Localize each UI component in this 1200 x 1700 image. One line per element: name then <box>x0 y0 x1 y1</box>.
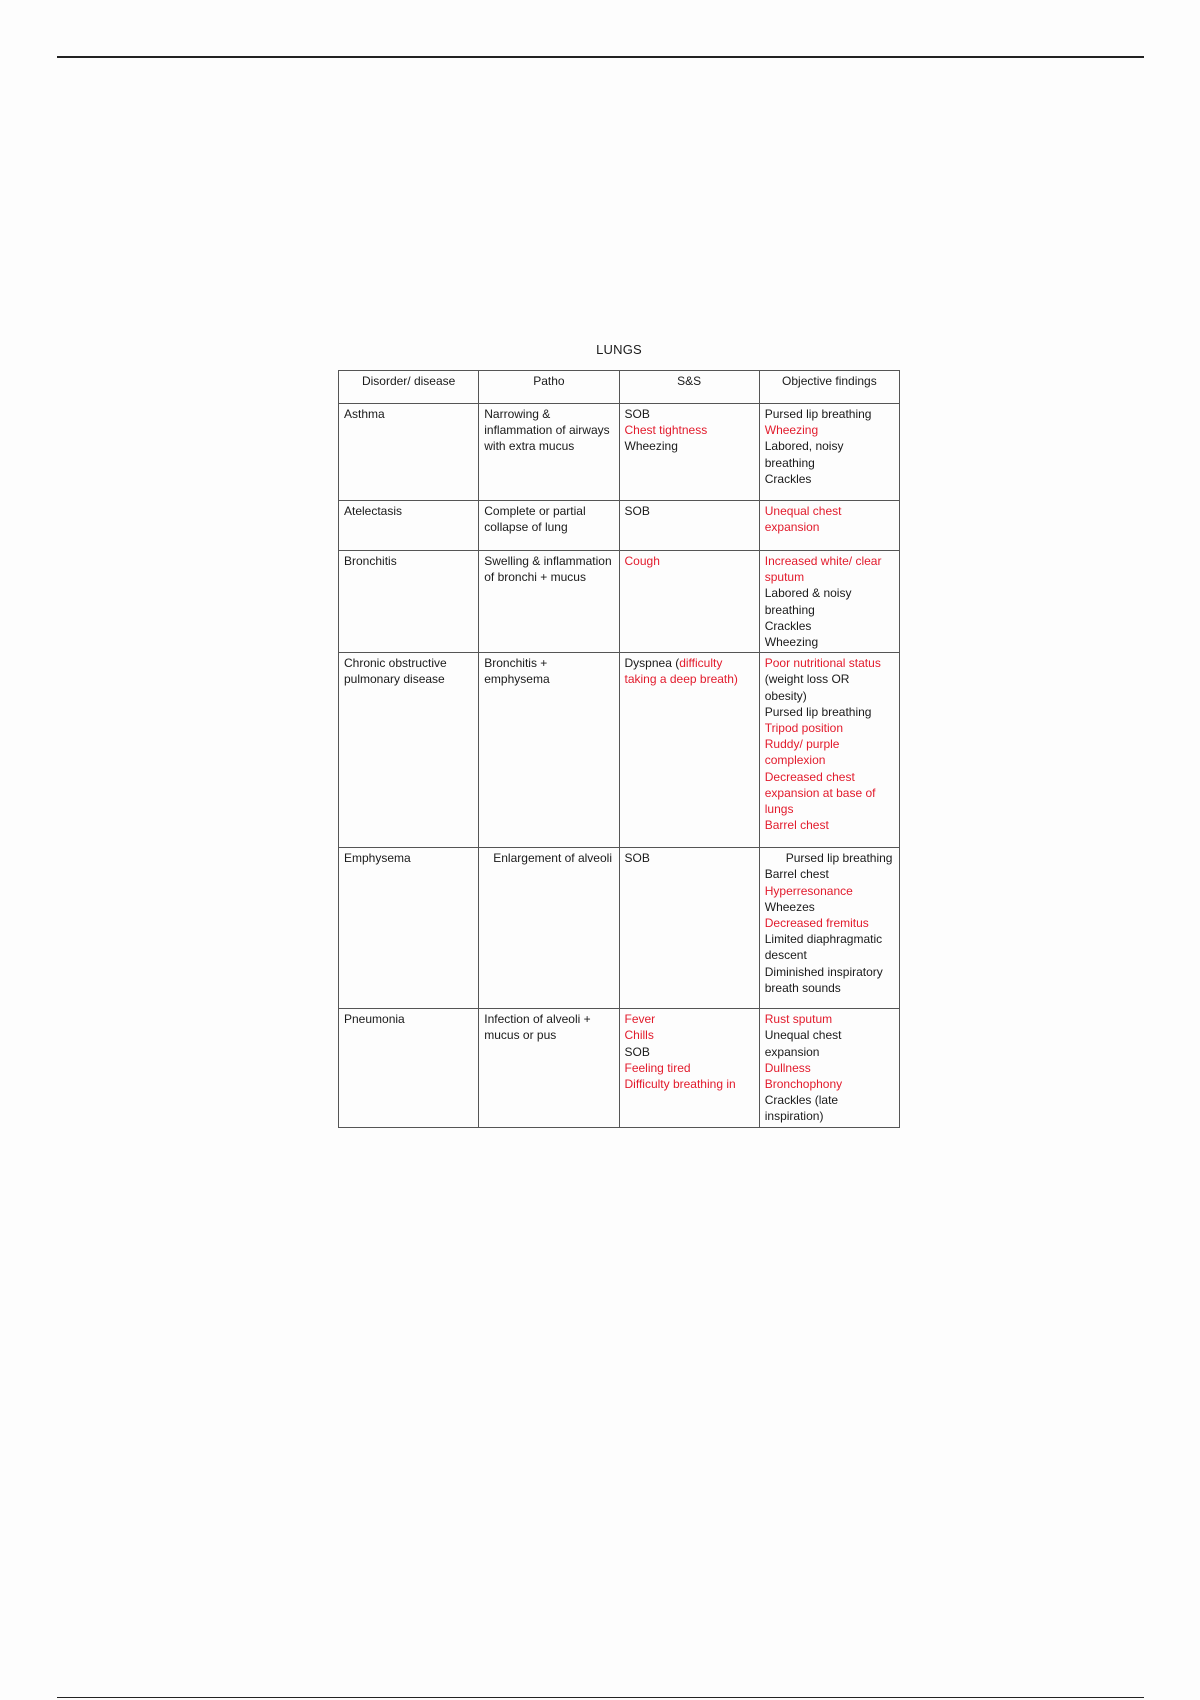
table-row <box>339 848 900 1009</box>
lungs-table <box>338 370 900 1128</box>
ss-item: Chest tightness <box>624 423 708 438</box>
finding-item: Rust sputum <box>764 1012 833 1027</box>
finding-item: Barrel chest <box>764 867 829 882</box>
ss-cell <box>619 848 759 1009</box>
findings-cell <box>759 551 899 653</box>
findings-cell <box>759 848 899 1009</box>
disease-cell: Chronic obstructive pulmonary disease <box>339 653 479 848</box>
ss-item: SOB <box>624 851 650 866</box>
patho-cell: Enlargement of alveoli <box>479 848 619 1009</box>
finding-item: Crackles <box>764 471 812 486</box>
header-disorder: Disorder/ disease <box>339 371 479 404</box>
header-ss: S&S <box>619 371 759 404</box>
finding-item: Tripod position <box>764 721 844 736</box>
ss-item: Difficulty breathing in <box>624 1077 736 1092</box>
finding-item: Labored, noisy breathing <box>764 439 844 470</box>
top-divider <box>57 56 1144 58</box>
ss-cell <box>619 551 759 653</box>
finding-item: Decreased chest expansion at base of lungs <box>764 769 876 817</box>
ss-cell <box>619 653 759 848</box>
disease-cell: Emphysema <box>339 848 479 1009</box>
finding-item: Ruddy/ purple complexion <box>764 737 840 768</box>
patho-cell: Complete or partial collapse of lung <box>479 501 619 551</box>
finding-item: Barrel chest <box>764 818 829 833</box>
findings-cell <box>759 404 899 501</box>
table-row <box>339 551 900 653</box>
finding-item: Poor nutritional status <box>764 656 881 671</box>
finding-item: Unequal chest expansion <box>764 1028 842 1059</box>
ss-item: difficulty taking a deep breath) <box>624 656 738 687</box>
ss-item: SOB <box>624 407 650 421</box>
finding-item: Increased white/ clear sputum <box>764 554 882 585</box>
finding-item: Labored & noisy breathing <box>764 586 852 617</box>
ss-item: SOB <box>624 1044 650 1059</box>
finding-item: Wheezing <box>764 423 819 438</box>
table-header-row <box>339 371 900 404</box>
finding-item: Limited diaphragmatic descent <box>764 932 883 963</box>
ss-item: Dyspnea ( <box>624 656 680 671</box>
finding-item: Pursed lip breathing <box>764 704 872 719</box>
patho-cell: Narrowing & inflammation of airways with extra mucus <box>479 404 619 501</box>
finding-item: Crackles <box>764 618 812 633</box>
ss-item: Chills <box>624 1028 654 1043</box>
finding-item: Dullness <box>764 1060 811 1075</box>
findings-cell <box>759 1009 899 1127</box>
patho-cell: Swelling & inflammation of bronchi + mucus <box>479 551 619 653</box>
ss-item: Feeling tired <box>624 1060 691 1075</box>
ss-item: SOB <box>624 504 650 518</box>
bottom-divider <box>57 1697 1144 1698</box>
ss-item: Cough <box>624 554 660 568</box>
patho-cell: Infection of alveoli + mucus or pus <box>479 1009 619 1127</box>
table-row <box>339 501 900 551</box>
finding-item: Unequal chest expansion <box>764 504 842 535</box>
page-title: LUNGS <box>596 342 642 357</box>
finding-item: (weight loss OR obesity) <box>764 672 850 703</box>
header-patho: Patho <box>479 371 619 404</box>
ss-cell <box>619 1009 759 1127</box>
finding-item: Diminished inspiratory breath sounds <box>764 964 883 995</box>
header-objective-findings: Objective findings <box>759 371 899 404</box>
table-row <box>339 404 900 501</box>
finding-item: Decreased fremitus <box>764 916 869 931</box>
finding-item: Pursed lip breathing <box>785 851 893 866</box>
table-row <box>339 653 900 848</box>
table-row <box>339 1009 900 1127</box>
disease-cell: Atelectasis <box>339 501 479 551</box>
ss-item: Wheezing <box>624 439 678 454</box>
finding-item: Wheezes <box>764 899 815 914</box>
disease-cell: Bronchitis <box>339 551 479 653</box>
ss-cell <box>619 501 759 551</box>
finding-item: Bronchophony <box>764 1077 843 1092</box>
finding-item: Crackles (late inspiration) <box>764 1093 839 1124</box>
finding-item: Pursed lip breathing <box>764 407 872 421</box>
ss-item: Fever <box>624 1012 656 1027</box>
patho-cell: Bronchitis + emphysema <box>479 653 619 848</box>
ss-cell <box>619 404 759 501</box>
findings-cell <box>759 653 899 848</box>
finding-item: Hyperresonance <box>764 883 853 898</box>
findings-cell <box>759 501 899 551</box>
finding-item: Wheezing <box>764 635 819 650</box>
disease-cell: Asthma <box>339 404 479 501</box>
disease-cell: Pneumonia <box>339 1009 479 1127</box>
